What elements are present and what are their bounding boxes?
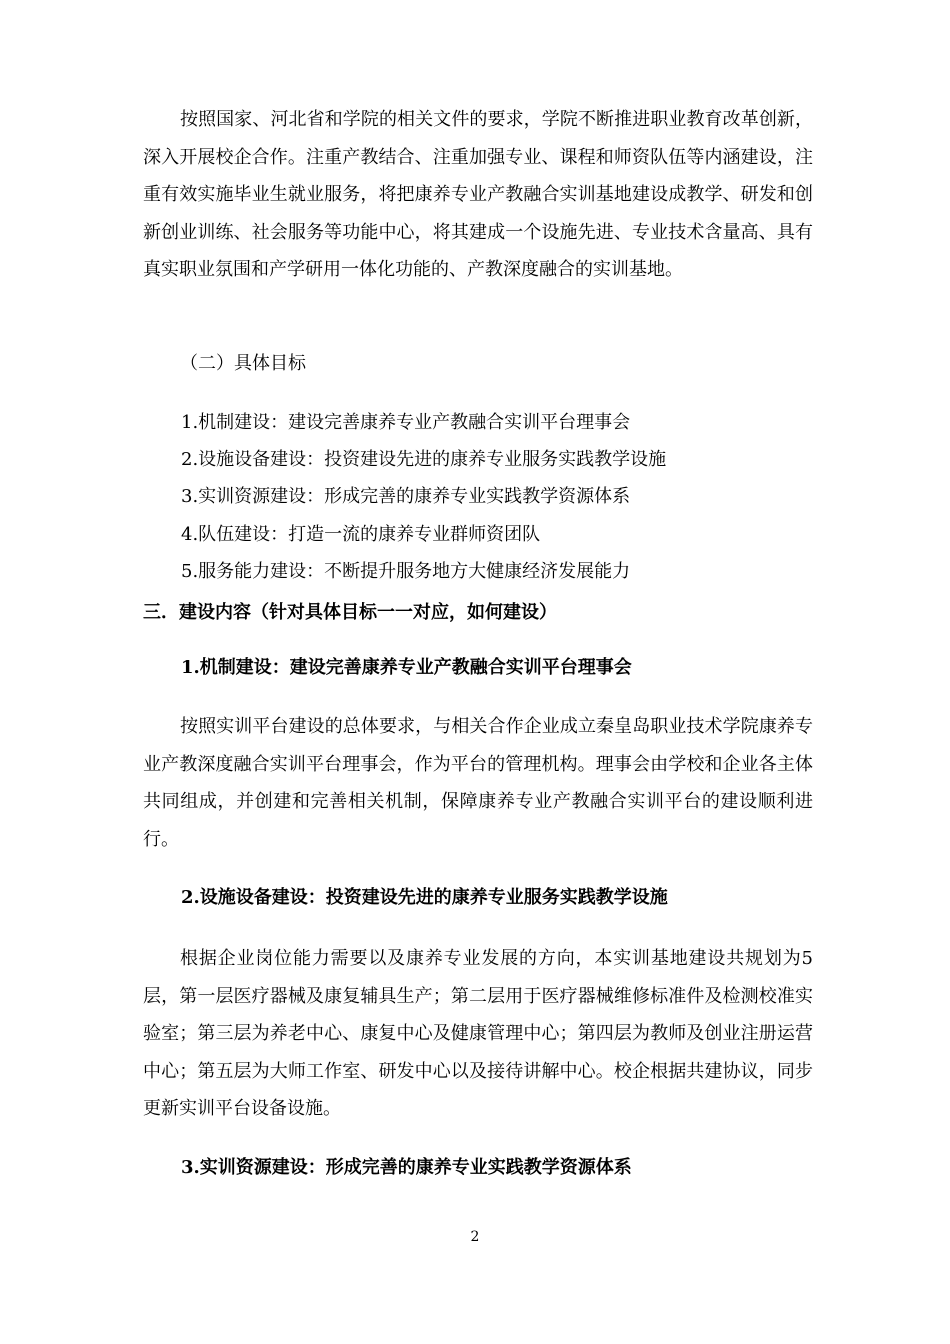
- intro-paragraph: 按照国家、河北省和学院的相关文件的要求，学院不断推进职业教育改革创新，深入开展校企合作。注重产教结合、注重加强专业、课程和师资队伍等内涵建设，注重有效实施毕业生就业服务，将把康养专业产教融合实训基地建设成教学、研发和创新创业训练、社会服务等功能中心，将其建成一个设施先进、专业技术含量高、具有真实职业氛围和产学研用一体化功能的、产教深度融合的实训基地。: [143, 109, 813, 280]
- item3-heading: 3.实训资源建设：形成完善的康养专业实践教学资源体系: [181, 1157, 632, 1178]
- goal-item-3: 3.实训资源建设：形成完善的康养专业实践教学资源体系: [181, 486, 631, 507]
- item1-paragraph: 按照实训平台建设的总体要求，与相关合作企业成立秦皇岛职业技术学院康养专业产教深度融合实训平台理事会，作为平台的管理机构。理事会由学校和企业各主体共同组成，并创建和完善相关机制，保障康养专业产教融合实训平台的建设顺利进行。: [143, 716, 813, 850]
- item1-heading: 1.机制建设：建设完善康养专业产教融合实训平台理事会: [181, 657, 632, 678]
- specific-goals-heading: （二）具体目标: [180, 353, 306, 374]
- goal-item-2: 2.设施设备建设：投资建设先进的康养专业服务实践教学设施: [181, 449, 667, 470]
- item2-paragraph: 根据企业岗位能力需要以及康养专业发展的方向，本实训基地建设共规划为5层，第一层医疗器械及康复辅具生产；第二层用于医疗器械维修标准件及检测校准实验室；第三层为养老中心、康复中心及健康管理中心；第四层为教师及创业注册运营中心；第五层为大师工作室、研发中心以及接待讲解中心。校企根据共建协议，同步更新实训平台设备设施。: [143, 948, 813, 1119]
- section-three-heading: 三．建设内容（针对具体目标一一对应，如何建设）: [143, 602, 557, 623]
- page-number: 2: [470, 1229, 480, 1245]
- goal-item-1: 1.机制建设：建设完善康养专业产教融合实训平台理事会: [181, 412, 631, 433]
- goal-item-5: 5.服务能力建设：不断提升服务地方大健康经济发展能力: [181, 561, 631, 582]
- item2-heading: 2.设施设备建设：投资建设先进的康养专业服务实践教学设施: [181, 887, 668, 908]
- goal-item-4: 4.队伍建设：打造一流的康养专业群师资团队: [181, 524, 541, 545]
